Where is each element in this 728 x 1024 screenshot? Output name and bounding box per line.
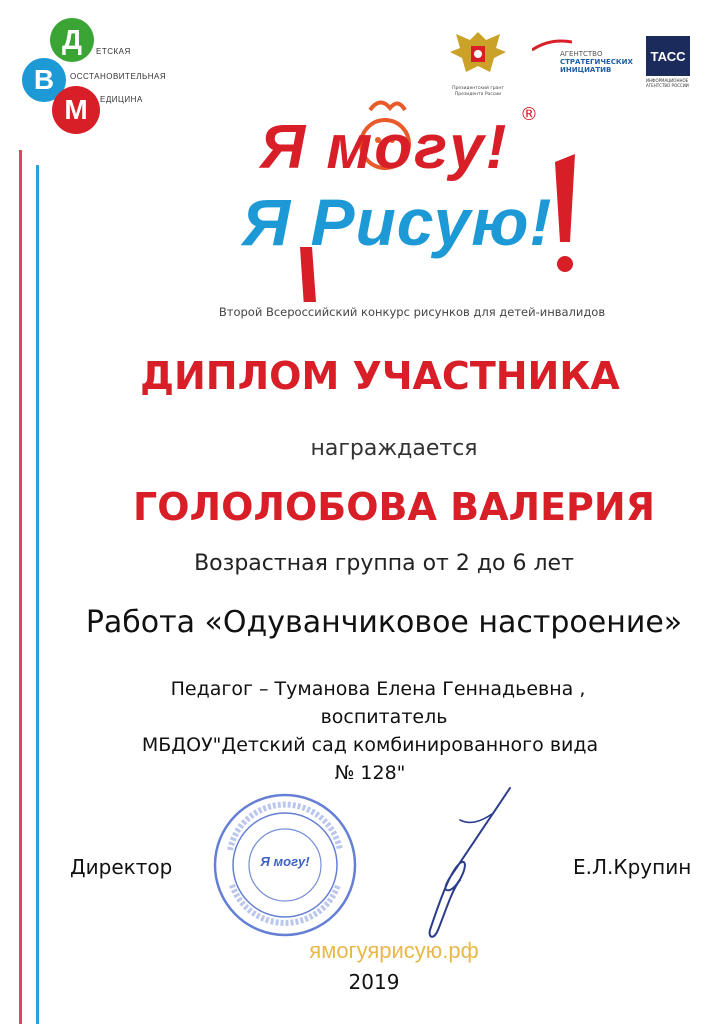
dvm-line-2: ОССТАНОВИТЕЛЬНАЯ [70,72,167,81]
tass-box: ТАСС [646,36,690,76]
left-blue-line [36,165,39,1024]
contest-subtitle: Второй Всероссийский конкурс рисунков для детей-инвалидов [218,305,606,319]
president-caption: Президентский грант Президента России [452,86,504,97]
logo-line-2: Я Рисую! [242,185,553,259]
year: 2019 [348,970,400,994]
asi-line-2: СТРАТЕГИЧЕСКИХ [560,58,633,66]
work-title: Работа «Одуванчиковое настроение» [85,605,683,640]
teacher-line-2: воспитатель [320,706,448,728]
director-signature [400,780,520,950]
teacher-line-3: МБДОУ"Детский сад комбинированного вида [141,734,599,756]
asi-line-1: АГЕНТСТВО [560,50,603,58]
dvm-letter-m: М [52,86,100,134]
asi-logo [532,38,642,86]
dvm-letter-v: В [22,58,66,102]
teacher-line-1: Педагог – Туманова Елена Геннадьевна , [170,678,586,700]
dvm-letter-d: Д [50,18,94,62]
participant-name: ГОЛОЛОБОВА ВАЛЕРИЯ [133,485,655,529]
coat-of-arms-icon [438,26,518,82]
stamp-center-text: Я могу! [260,854,310,869]
director-name: Е.Л.Крупин [573,855,692,879]
dvm-line-1: ЕТСКАЯ [96,47,131,56]
left-red-line [19,150,22,1024]
official-stamp [210,790,360,940]
website: ямогуярисую.рф [309,938,479,963]
awarded-label: награждается [310,436,478,461]
registered-mark: ® [520,104,538,125]
director-label: Директор [70,855,173,879]
logo-line-1: Я могу! [260,113,509,182]
teacher-line-4: № 128" [334,762,406,784]
diploma-title: ДИПЛОМ УЧАСТНИКА [140,354,620,398]
dvm-line-3: ЕДИЦИНА [100,95,143,104]
asi-line-3: ИНИЦИАТИВ [560,66,612,74]
contest-logo [230,92,590,302]
tass-logo [646,36,696,96]
age-group: Возрастная группа от 2 до 6 лет [194,551,574,576]
tass-caption: ИНФОРМАЦИОННОЕ АГЕНТСТВО РОССИИ [646,78,689,88]
dvm-logo [18,14,178,124]
